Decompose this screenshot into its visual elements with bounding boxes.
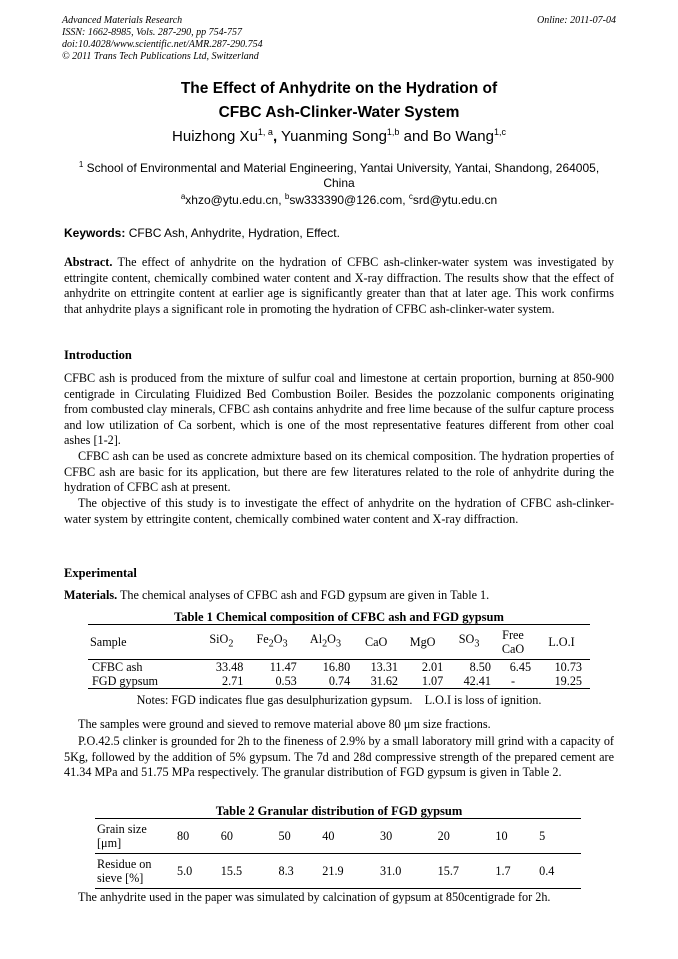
materials-text: The chemical analyses of CFBC ash and FGD gypsum are given in Table 1. xyxy=(117,588,490,602)
table-cell: 33.48 xyxy=(215,660,244,674)
online-date: Online: 2011-07-04 xyxy=(537,15,616,26)
header-fe2o3 xyxy=(245,625,298,660)
affiliation-text: School of Environmental and Material Engineering, Yantai University, Yantai, Shandong, 264005, China xyxy=(83,161,600,190)
author-list xyxy=(0,127,678,145)
al2o3-tail: O xyxy=(327,632,336,647)
author-2-sup: 1,b xyxy=(386,127,400,137)
table-cell: 1.7 xyxy=(493,854,537,889)
doi-line: doi:10.4028/www.scientific.net/AMR.287-290.754 xyxy=(62,39,263,50)
sio2-text: SiO xyxy=(209,632,229,647)
table-cell: 16.80 xyxy=(322,660,351,674)
table-cell: 19.25 xyxy=(533,674,590,689)
header-free-cao xyxy=(493,625,533,660)
affiliation xyxy=(64,157,614,191)
copyright-line: © 2011 Trans Tech Publications Ltd, Switzerland xyxy=(62,51,259,62)
so3-text: SO xyxy=(458,632,475,647)
table-1-notes: Notes: FGD indicates flue gas desulphurization gypsum. L.O.I is loss of ignition. xyxy=(136,693,542,707)
so3-sub: 3 xyxy=(474,638,480,650)
table-cell: 2.01 xyxy=(421,660,444,674)
keywords-text: CFBC Ash, Anhydrite, Hydration, Effect. xyxy=(125,226,340,240)
table-cell: 2.71 xyxy=(198,674,246,689)
al2o3-sub2: 3 xyxy=(335,638,342,650)
abstract-label: Abstract. xyxy=(64,255,113,269)
table-cell: - xyxy=(493,674,533,689)
table-cell: 31.62 xyxy=(352,674,400,689)
introduction-paragraph-1: CFBC ash is produced from the mixture of sulfur coal and limestone at certain proportion, burning at 850-900 centigrade in Circulating Fluidized Bed Combustion Boiler. Besides the pozzolanic components originating from combusted clay minerals, CFBC ash contains anhydrite and free lime because of the sulfur capture process and low utilization of Ca sorbent, which is one of the most representative features different from other coal ashes [1-2]. xyxy=(64,371,614,447)
table-cell: 50 xyxy=(276,819,320,854)
abstract-text: The effect of anhydrite on the hydration of CFBC ash-clinker-water system was investigated by ettringite content, chemically combined water content and X-ray diffraction. The results show that the effect of anhydrite on ettringite content at earlier age is significantly greater than that at later age. This work confirms that anhydrite plays a significant role in promoting the hydration of CFBC ash-clinker-water system. xyxy=(64,255,614,316)
author-3: and Bo Wang xyxy=(399,128,494,145)
header-sample: Sample xyxy=(88,625,198,660)
table-cell: 42.41 xyxy=(445,674,493,689)
table-row xyxy=(95,819,581,854)
table-2 xyxy=(95,818,581,889)
grain-size-label xyxy=(95,819,175,854)
residue-label-2: sieve [%] xyxy=(97,871,144,885)
table-row xyxy=(88,660,590,675)
author-1-sup: 1, a xyxy=(257,127,273,137)
abstract xyxy=(64,255,614,317)
fe2o3-tail: O xyxy=(273,632,283,647)
fe2o3-text: Fe xyxy=(256,632,269,647)
issn-line: ISSN: 1662-8985, Vols. 287-290, pp 754-757 xyxy=(62,27,242,38)
materials-paragraph xyxy=(64,588,614,604)
table-cell: 10 xyxy=(493,819,537,854)
email-b: sw333390@126.com, xyxy=(289,193,409,207)
author-3-sup: 1,c xyxy=(493,127,506,137)
table-cell: 60 xyxy=(219,819,277,854)
materials-label: Materials. xyxy=(64,588,118,602)
table-row xyxy=(95,854,581,889)
journal-name: Advanced Materials Research xyxy=(62,15,183,26)
fe2o3-sub2: 3 xyxy=(282,638,288,650)
email-c: srd@ytu.edu.cn xyxy=(412,193,498,207)
header-loi: L.O.I xyxy=(533,625,590,660)
header-sio2 xyxy=(198,625,246,660)
table-cell: 0.53 xyxy=(245,674,298,689)
table-cell: 31.0 xyxy=(378,854,436,889)
experimental-heading: Experimental xyxy=(64,566,137,580)
al2o3-text: Al xyxy=(309,632,323,647)
free-cao-line-2: CaO xyxy=(501,642,525,656)
samples-paragraph: The samples were ground and sieved to remove material above 80 μm size fractions. xyxy=(78,717,491,731)
introduction-heading: Introduction xyxy=(64,348,132,362)
table-cell: 0.74 xyxy=(299,674,352,689)
author-1: Huizhong Xu xyxy=(172,128,258,145)
table-cell: 40 xyxy=(320,819,378,854)
table-cell: 5 xyxy=(537,819,581,854)
table-cell: 80 xyxy=(175,819,219,854)
grain-size-label-2: [μm] xyxy=(97,836,122,850)
table-cell: 15.7 xyxy=(436,854,494,889)
table-cell: 6.45 xyxy=(509,660,532,674)
fe2o3-sub: 2 xyxy=(268,638,274,650)
residue-label xyxy=(95,854,175,889)
table-2-caption: Table 2 Granular distribution of FGD gypsum xyxy=(215,804,463,818)
table-cell: 1.07 xyxy=(400,674,445,689)
affiliation-sup: 1 xyxy=(78,160,84,169)
keywords xyxy=(64,226,614,240)
header-al2o3 xyxy=(299,625,352,660)
table-cell: 8.50 xyxy=(469,660,491,674)
anhydrite-paragraph: The anhydrite used in the paper was simulated by calcination of gypsum at 850centigrade for 2h. xyxy=(78,890,551,904)
table-cell: 11.47 xyxy=(269,660,297,674)
email-b-sup: b xyxy=(284,192,290,201)
table-1 xyxy=(88,624,590,689)
table-1-header-row xyxy=(88,625,590,660)
introduction-paragraph-2: CFBC ash can be used as concrete admixture based on its chemical composition. The hydration properties of CFBC ash are basic for its application, but there are few literatures related to the role of anhydrite during the hydration of CFBC ash at present. xyxy=(64,449,614,494)
grain-size-label-1: Grain size xyxy=(97,822,147,836)
table-cell: 13.31 xyxy=(370,660,398,674)
table-cell: FGD gypsum xyxy=(88,674,198,689)
free-cao-line-1: Free xyxy=(502,628,524,642)
author-sep: , xyxy=(272,128,278,145)
table-cell: CFBC ash xyxy=(92,660,143,674)
sio2-sub: 2 xyxy=(228,638,234,650)
table-cell: 21.9 xyxy=(320,854,378,889)
author-2: Yuanming Song xyxy=(277,128,387,145)
table-cell: 10.73 xyxy=(554,660,582,674)
email-a-sup: a xyxy=(180,192,186,201)
table-cell: 30 xyxy=(378,819,436,854)
al2o3-sub: 2 xyxy=(322,638,328,650)
header-mgo: MgO xyxy=(400,625,445,660)
paper-title-line-1: The Effect of Anhydrite on the Hydration of xyxy=(180,80,498,97)
table-cell: 20 xyxy=(436,819,494,854)
paper-title-line-2: CFBC Ash-Clinker-Water System xyxy=(218,104,460,121)
email-c-sup: c xyxy=(408,192,413,201)
table-cell: 8.3 xyxy=(276,854,320,889)
table-cell: 0.4 xyxy=(537,854,581,889)
keywords-label: Keywords: xyxy=(64,226,126,240)
table-row xyxy=(88,674,590,689)
journal-header xyxy=(62,15,616,63)
residue-label-1: Residue on xyxy=(97,857,152,871)
introduction-paragraph-3: The objective of this study is to investigate the effect of anhydrite on the hydration of CFBC ash-clinker-water system by ettringite content, chemically combined water content and X-ray diffraction. xyxy=(64,496,614,526)
clinker-paragraph: P.O.42.5 clinker is grounded for 2h to the fineness of 2.9% by a small laboratory mill grind with a capacity of 5Kg, followed by the addition of 5% gypsum. The 7d and 28d compressive strength of the prepared cement are 41.34 MPa and 51.75 MPa respectively. The granular distribution of FGD gypsum is given in Table 2. xyxy=(64,734,614,779)
table-cell: 15.5 xyxy=(219,854,277,889)
email-list xyxy=(0,192,678,207)
header-so3 xyxy=(445,625,493,660)
table-cell: 5.0 xyxy=(175,854,219,889)
header-cao: CaO xyxy=(352,625,400,660)
table-1-caption: Table 1 Chemical composition of CFBC ash and FGD gypsum xyxy=(174,610,504,624)
email-a: xhzo@ytu.edu.cn, xyxy=(185,193,285,207)
